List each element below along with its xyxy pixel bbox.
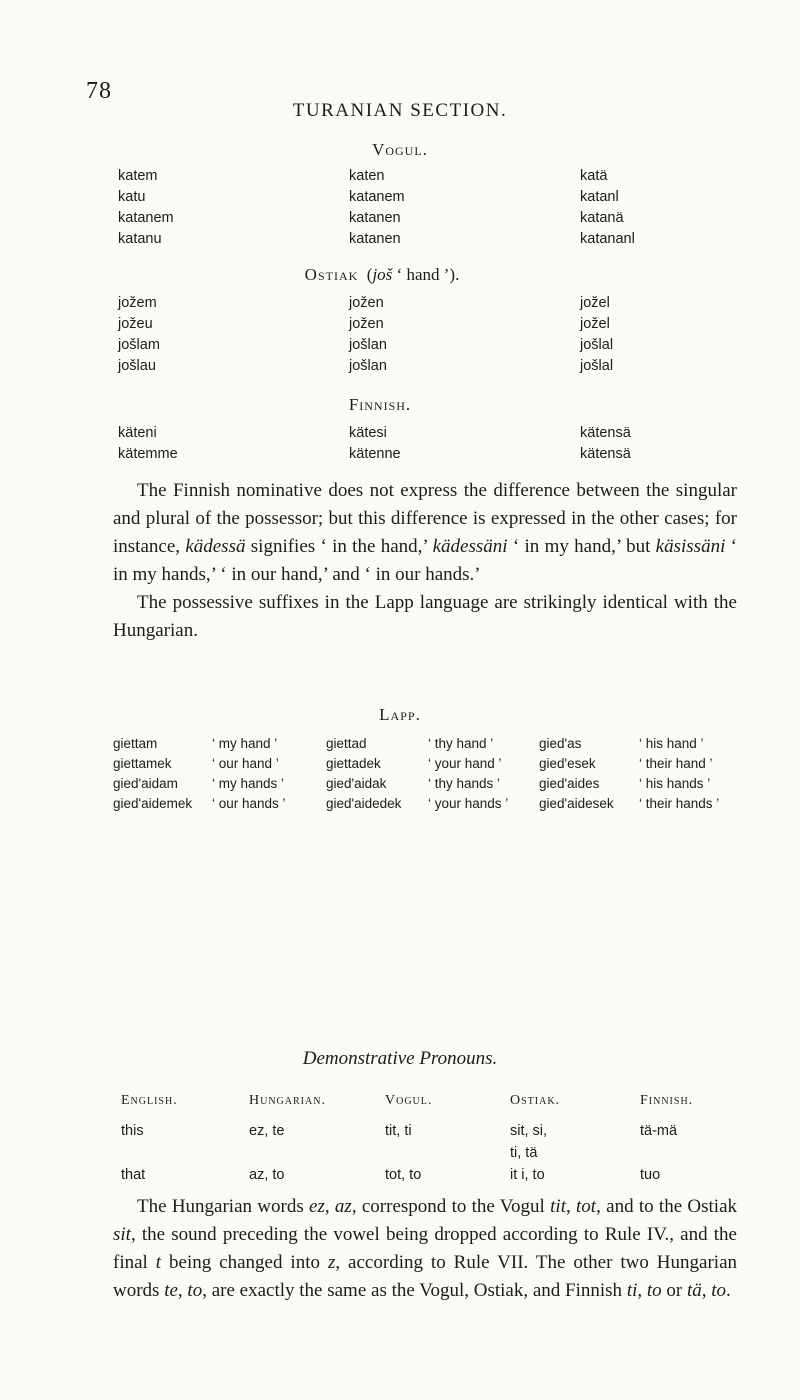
table-cell: kätensä [580,445,631,462]
finnish-title: Finnish. [348,395,412,414]
table-row: gied'aidemek ‘ our hands ’ gied'aidedek ‘ your hands ’ gied'aidesek ‘ their hands ’ [113,795,720,811]
table-row: gied'aidam ‘ my hands ’ gied'aidak ‘ thy hands ’ gied'aides ‘ his hands ’ [113,775,711,791]
vogul-table [118,165,730,249]
page-number: 78 [86,78,112,104]
table-cell: jošlau [118,357,156,374]
table-cell: katanä [580,209,624,226]
lapp-table [113,733,743,813]
paragraph-lapp-suffixes: The possessive suffixes in the Lapp language are strikingly identical with the Hungarian. [113,592,737,641]
body-text-2 [113,1193,737,1305]
lapp-title: Lapp. [379,705,421,724]
table-cell: katen [349,167,385,184]
table-cell: katä [580,167,608,184]
vogul-title: Vogul. [372,140,428,159]
paragraph-hungarian-words: The Hungarian words ez, az, correspond to the Vogul tit, tot, and to the Ostiak sit, the sound preceding the vowel being dropped according to Rule IV., and the final t being changed into z, according to Rule VII. The other two Hungarian words te, to, are exactly the same as the Vogul, Ostiak, and Finnish ti, to or tä, to. [113,1196,738,1301]
table-cell: kätesi [349,424,387,441]
table-cell: jožel [580,294,610,311]
table-row [118,334,730,355]
table-row [118,355,730,376]
table-cell: jožen [349,294,384,311]
table-cell: jošlal [580,357,614,374]
table-row: giettamek ‘ our hand ’ giettadek ‘ your hand ’ gied'esek ‘ their hand ’ [113,755,713,771]
table-cell: katanem [349,188,405,205]
finnish-table [118,422,730,464]
table-cell: jošlal [580,336,614,353]
table-cell: jožeu [118,315,153,332]
table-row: this ez, te tit, ti sit, si, tä-mä [121,1123,678,1139]
table-cell: katanu [118,230,162,247]
table-cell: katanen [349,209,401,226]
running-title: TURANIAN SECTION. [292,100,508,121]
table-row: that az, to tot, to it i, to tuo [121,1167,661,1183]
demonstratives-table [121,1090,761,1186]
table-cell: kätemme [118,445,178,462]
table-cell: katananl [580,230,635,247]
table-cell: jošlam [118,336,160,353]
paragraph-finnish-nominative: The Finnish nominative does not express the difference between the singular and plural of the possessor; but this difference is expressed in the other cases; for instance, kädessä signifies ‘ in the hand,’ kädessäni ‘ in my hand,’ but käsissäni ‘ in my hands,’ ‘ in our hand,’ and ‘ in our hands.’ [113,480,737,585]
table-cell: jošlan [349,357,387,374]
table-cell: katanen [349,230,401,247]
table-cell: kätenne [349,445,401,462]
table-row: ti, tä [510,1145,538,1161]
table-cell: katu [118,188,146,205]
table-row [118,292,730,313]
table-cell: katanl [580,188,619,205]
table-row [118,228,730,249]
table-row: giettam ‘ my hand ’ giettad ‘ thy hand ’ gied'as ‘ his hand ’ [113,735,704,751]
table-cell: jožem [118,294,157,311]
table-row [118,443,730,464]
table-row [118,186,730,207]
ostiak-table [118,292,730,376]
table-cell: käteni [118,424,157,441]
table-row [118,313,730,334]
table-cell: jožel [580,315,610,332]
table-cell: jošlan [349,336,387,353]
table-row [118,165,730,186]
demonstratives-title: Demonstrative Pronouns. [302,1048,498,1069]
ostiak-title: Ostiak (još ‘ hand ’). [304,265,460,284]
table-cell: jožen [349,315,384,332]
table-cell: kätensä [580,424,631,441]
table-row [118,207,730,228]
table-cell: katem [118,167,158,184]
table-row [118,422,730,443]
table-cell: katanem [118,209,174,226]
body-text [113,477,737,645]
table-header: English. Hungarian. Vogul. Ostiak. Finnish. [121,1093,694,1108]
